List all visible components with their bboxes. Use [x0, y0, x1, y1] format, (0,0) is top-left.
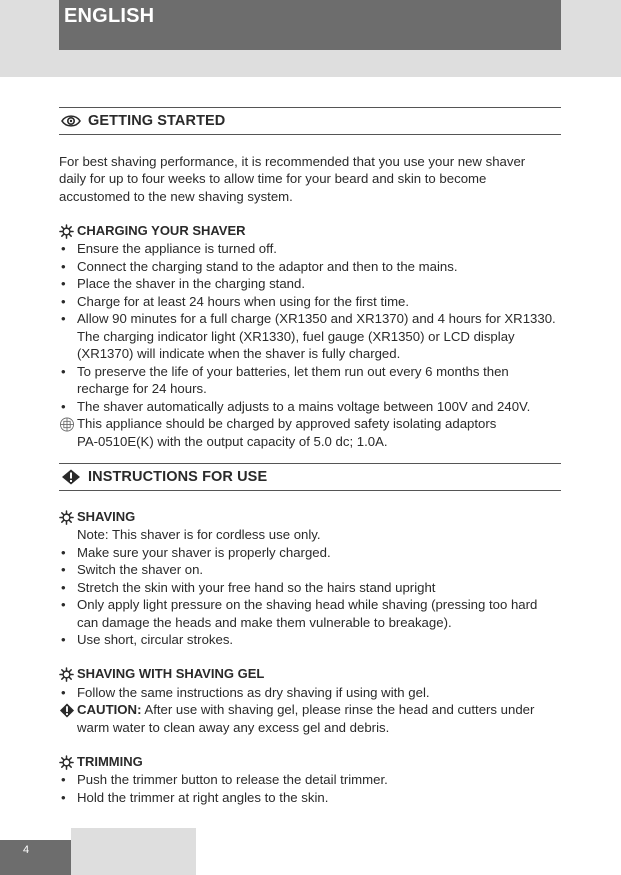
subsection-title: SHAVING WITH SHAVING GEL [77, 666, 265, 681]
list-item-continuation: The charging indicator light (XR1330), fuel gauge (XR1350) or LCD display [77, 329, 515, 344]
language-tab [59, 0, 561, 50]
eye-icon [61, 113, 81, 129]
subsection-title: SHAVING [77, 509, 136, 524]
list-item-continuation: can damage the heads and make them vulnerable to breakage). [77, 615, 452, 630]
double-insulation-icon [59, 417, 75, 432]
list-item-continuation: (XR1370) will indicate when the shaver is fully charged. [77, 346, 401, 361]
warning-icon [59, 703, 75, 718]
caution-label: CAUTION: [77, 702, 142, 717]
getting-started-heading [59, 107, 561, 135]
subsection-title: TRIMMING [77, 754, 143, 769]
caution-continuation: warm water to clean away any excess gel and debris. [77, 720, 390, 735]
shaving-note: Note: This shaver is for cordless use only. [77, 527, 321, 542]
gear-icon [59, 755, 74, 770]
subsection-title: CHARGING YOUR SHAVER [77, 223, 246, 238]
language-label: ENGLISH [64, 5, 155, 27]
intro-line: accustomed to the new shaving system. [59, 189, 293, 204]
exclamation-icon [61, 469, 81, 485]
list-item-continuation: recharge for 24 hours. [77, 381, 207, 396]
page-number-tab [0, 840, 71, 875]
instructions-heading [59, 463, 561, 491]
footer-band [71, 828, 196, 875]
section-title: INSTRUCTIONS FOR USE [88, 469, 268, 485]
safety-note-continuation: PA-0510E(K) with the output capacity of 5.0 dc; 1.0A. [77, 434, 388, 449]
caution-text: After use with shaving gel, please rinse the head and cutters under [144, 702, 535, 717]
gear-icon [59, 510, 74, 525]
gear-icon [59, 224, 74, 239]
page-number: 4 [23, 844, 30, 856]
gear-icon [59, 667, 74, 682]
intro-line: daily for up to four weeks to allow time for your beard and skin to become [59, 171, 487, 186]
intro-line: For best shaving performance, it is recommended that you use your new shaver [59, 154, 526, 169]
section-title: GETTING STARTED [88, 113, 226, 129]
